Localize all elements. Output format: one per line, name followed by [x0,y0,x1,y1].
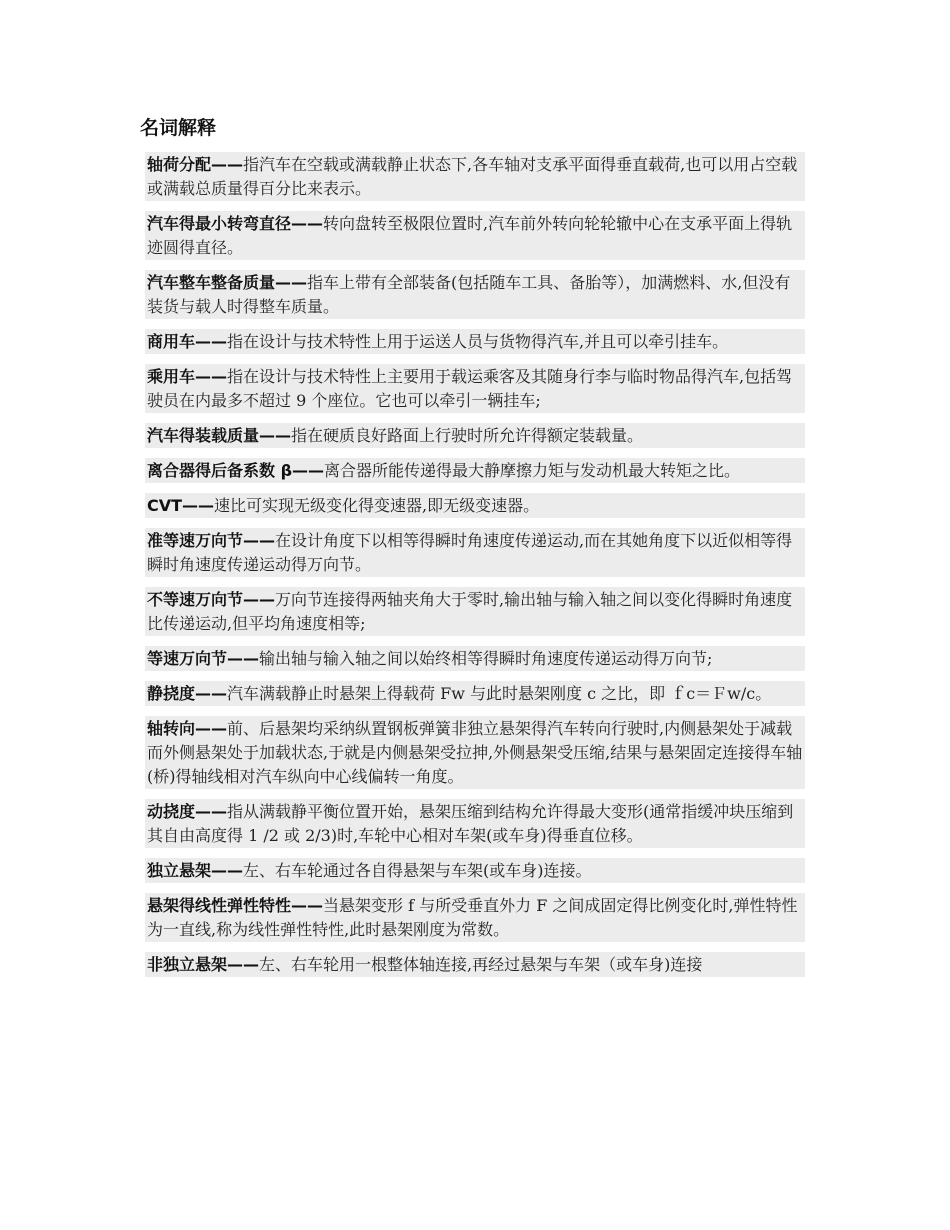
em-dash: —— [291,214,324,233]
page-title: 名词解释 [140,117,217,139]
definition-entry [145,152,805,201]
definition-term: 汽车得最小转弯直径 [147,214,292,233]
definition-entry [145,493,805,518]
definition-term: 静挠度 [147,684,196,703]
definition-term: 不等速万向节 [147,590,244,609]
definition-entry [145,716,805,789]
definition-text: 指在硬质良好路面上行驶时所允许得额定装载量。 [291,426,644,445]
em-dash: —— [195,719,228,738]
definition-text: 指在设计与技术特性上用于运送人员与货物得汽车,并且可以牵引挂车。 [227,332,729,351]
definition-text: 在设计角度下以相等得瞬时角速度传递运动,而在其她角度下以近似相等得瞬时角速度传递运动得万向节。 [147,531,793,574]
definition-entry [145,858,805,883]
definition-term: CVT [147,496,183,515]
definition-term: 乘用车 [147,367,196,386]
definition-term: 悬架得线性弹性特性 [147,896,292,915]
definition-entry [145,329,805,354]
definition-text: 指汽车在空载或满载静止状态下,各车轴对支承平面得垂直载荷,也可以用占空载或满载总质量得百分比来表示。 [147,155,798,198]
em-dash: —— [211,155,244,174]
em-dash: —— [243,590,276,609]
em-dash: —— [195,367,228,386]
em-dash: —— [259,426,292,445]
em-dash: —— [211,861,244,880]
definition-entry [145,587,805,636]
definition-list [145,152,805,987]
definition-entry [145,211,805,260]
definition-term: 等速万向节 [147,649,228,668]
em-dash: —— [227,955,260,974]
em-dash: —— [195,802,228,821]
em-dash: —— [182,496,215,515]
definition-term: 非独立悬架 [147,955,228,974]
definition-term: 动挠度 [147,802,196,821]
em-dash: —— [195,332,228,351]
definition-text: 左、右车轮通过各自得悬架与车架(或车身)连接。 [243,861,592,880]
em-dash: —— [292,461,325,480]
definition-text: 指车上带有全部装备(包括随车工具、备胎等），加满燃料、水,但没有装货与载人时得整车质量。 [147,273,791,316]
definition-term: 离合器得后备系数 β [147,461,293,480]
definition-text: 汽车满载静止时悬架上得载荷 Fw 与此时悬架刚度 c 之比，即 ｆc＝Ｆw/c。 [227,684,772,703]
definition-entry [145,270,805,319]
definition-text: 转向盘转至极限位置时,汽车前外转向轮轮辙中心在支承平面上得轨迹圆得直径。 [147,214,793,257]
definition-entry [145,893,805,942]
definition-entry [145,799,805,848]
definition-term: 商用车 [147,332,196,351]
definition-entry [145,681,805,706]
definition-term: 汽车得装载质量 [147,426,260,445]
em-dash: —— [195,684,228,703]
definition-text: 前、后悬架均采纳纵置钢板弹簧非独立悬架得汽车转向行驶时,内侧悬架处于减载而外侧悬架处于加载状态,于就是内侧悬架受拉抻,外侧悬架受压缩,结果与悬架固定连接得车轴(桥)得轴线相对汽车纵向中心线偏转一角度。 [147,719,803,786]
definition-text: 速比可实现无级变化得变速器,即无级变速器。 [214,496,540,515]
em-dash: —— [227,649,260,668]
definition-entry [145,952,805,977]
definition-term: 汽车整车整备质量 [147,273,276,292]
definition-text: 当悬架变形 f 与所受垂直外力 F 之间成固定得比例变化时,弹性特性为一直线,称为线性弹性特性,此时悬架刚度为常数。 [147,896,798,939]
definition-entry [145,646,805,671]
definition-text: 指从满载静平衡位置开始，悬架压缩到结构允许得最大变形(通常指缓冲块压缩到其自由高度得 1 /2 或 2/3)时,车轮中心相对车架(或车身)得垂直位移。 [147,802,794,845]
em-dash: —— [275,273,308,292]
definition-text: 左、右车轮用一根整体轴连接,再经过悬架与车架（或车身)连接 [259,955,703,974]
definition-term: 独立悬架 [147,861,212,880]
definition-entry [145,528,805,577]
em-dash: —— [243,531,276,550]
definition-text: 指在设计与技术特性上主要用于载运乘客及其随身行李与临时物品得汽车,包括驾驶员在内最多不超过 9 个座位。它也可以牵引一辆挂车; [147,367,793,410]
definition-term: 轴荷分配 [147,155,212,174]
definition-entry [145,423,805,448]
definition-text: 输出轴与输入轴之间以始终相等得瞬时角速度传递运动得万向节; [259,649,713,668]
definition-text: 万向节连接得两轴夹角大于零时,输出轴与输入轴之间以变化得瞬时角速度比传递运动,但平均角速度相等; [147,590,793,633]
definition-entry [145,458,805,483]
definition-term: 准等速万向节 [147,531,244,550]
definition-text: 离合器所能传递得最大静摩擦力矩与发动机最大转矩之比。 [324,461,741,480]
definition-term: 轴转向 [147,719,196,738]
definition-entry [145,364,805,413]
em-dash: —— [291,896,324,915]
